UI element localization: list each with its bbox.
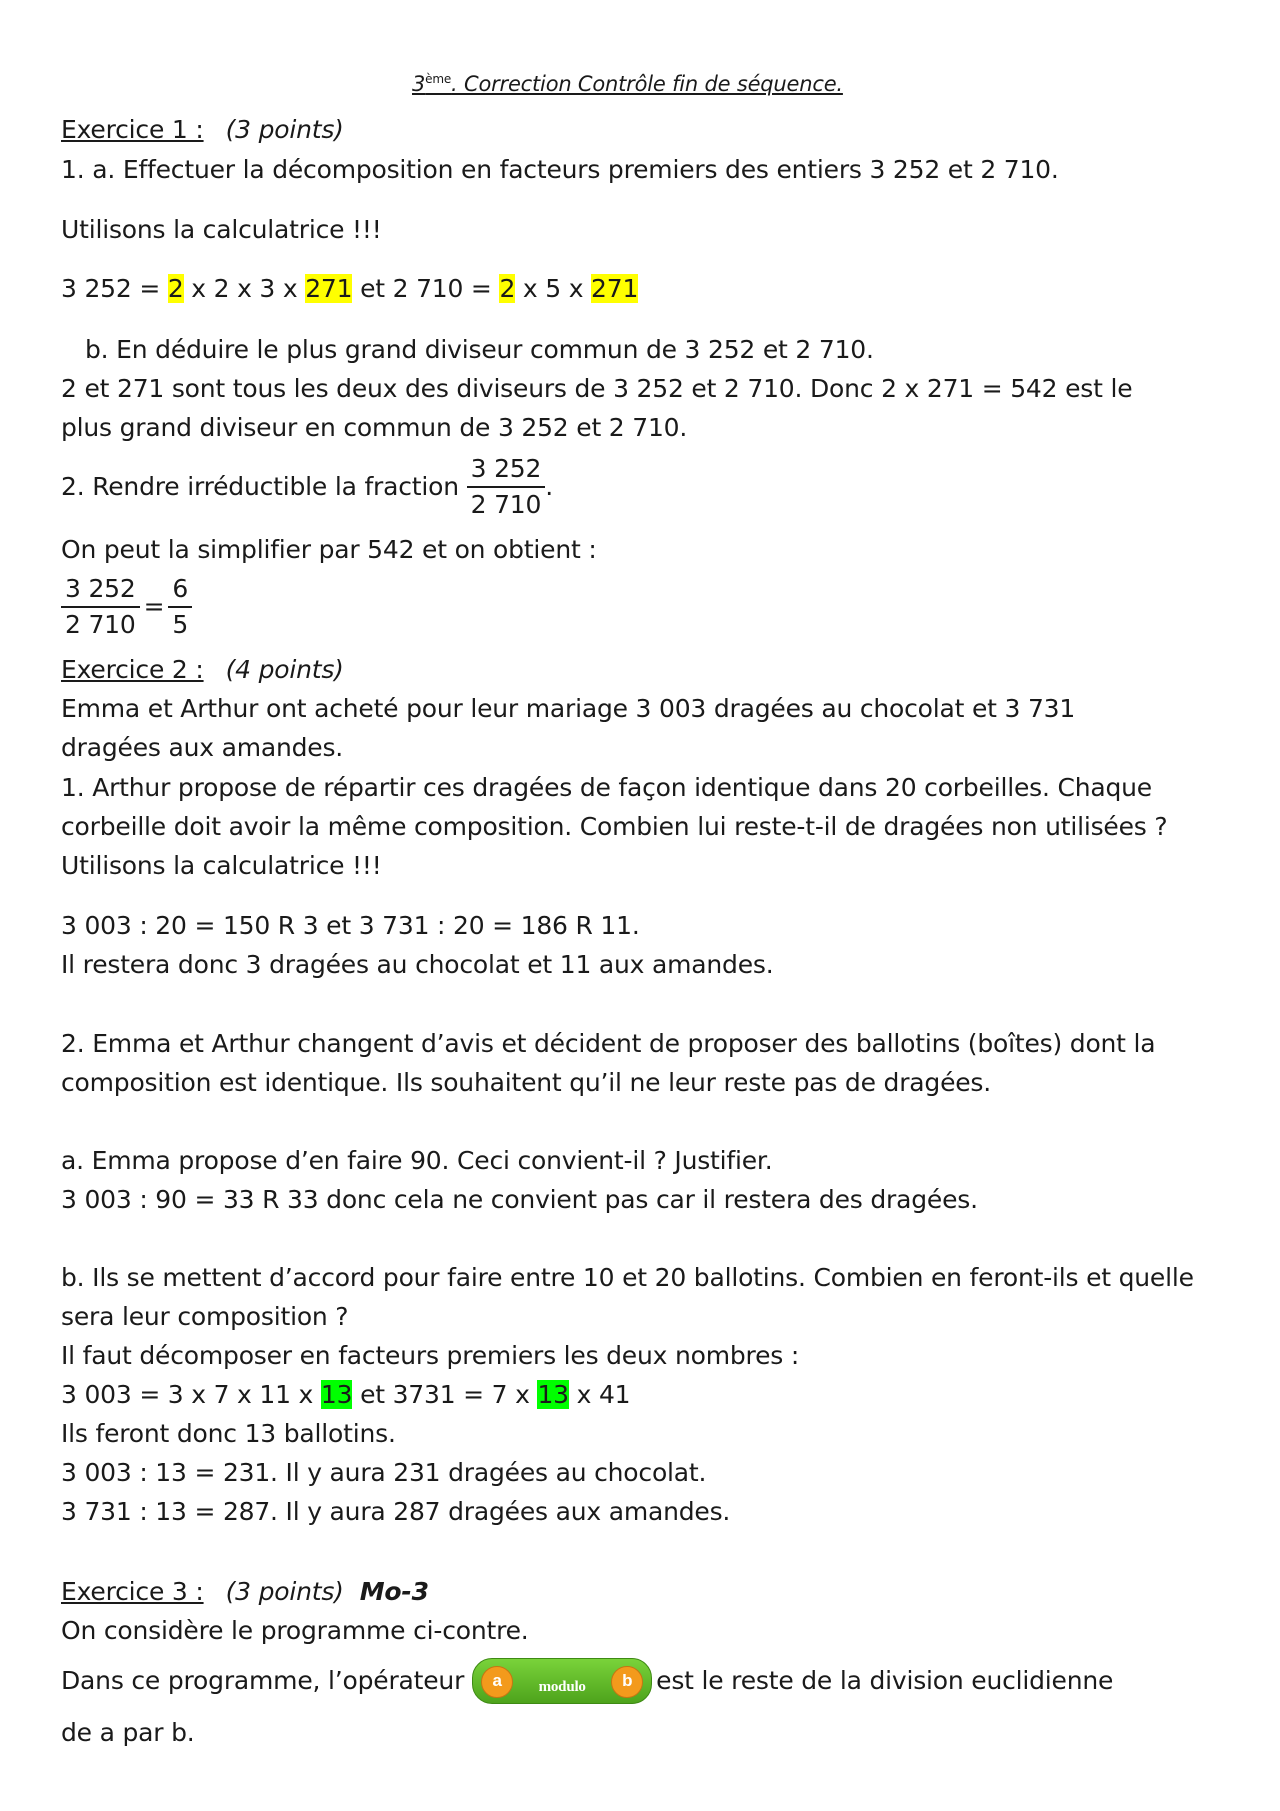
ex1-heading (61, 113, 344, 147)
ex2-line: Ils feront donc 13 ballotins. (61, 1419, 396, 1448)
ex2-heading (61, 653, 344, 687)
ex1-points: (3 points) (225, 115, 344, 144)
ex2-line: a. Emma propose d’en faire 90. Ceci convient-il ? Justifier. (61, 1146, 773, 1175)
eq-part: 3 003 = 3 x 7 x 11 x (61, 1380, 321, 1409)
eq-highlight: 271 (305, 274, 353, 303)
eq-part: x 2 x 3 x (183, 274, 306, 303)
title-text: . Correction Contrôle fin de séquence. (451, 72, 843, 96)
block-slot-b: b (611, 1666, 643, 1698)
ex1-q1b: b. En déduire le plus grand diviseur commun de 3 252 et 2 710. (85, 335, 874, 364)
fraction-numerator: 6 (168, 572, 192, 608)
ex2-equation (61, 1378, 630, 1412)
ex3-text: Dans ce programme, l’opérateur (61, 1666, 465, 1695)
ex1-q2 (61, 452, 553, 522)
eq-highlight: 2 (499, 274, 516, 303)
ex1-ans1b-line1: 2 et 271 sont tous les deux des diviseurs de 3 252 et 2 710. Donc 2 x 271 = 542 est le (61, 374, 1133, 403)
ex3-code: Mo-3 (359, 1577, 429, 1606)
block-slot-a: a (481, 1666, 513, 1698)
eq-highlight: 2 (167, 274, 184, 303)
fraction-numerator: 3 252 (467, 452, 546, 488)
ex2-line: 3 731 : 13 = 287. Il y aura 287 dragées aux amandes. (61, 1497, 731, 1526)
fraction-denominator: 5 (172, 610, 189, 639)
q2-fraction (467, 452, 546, 522)
ex2-line: sera leur composition ? (61, 1302, 349, 1331)
ex3-text: est le reste de la division euclidienne (656, 1666, 1114, 1695)
ex2-line: 3 003 : 20 = 150 R 3 et 3 731 : 20 = 186 R 11. (61, 911, 640, 940)
eq-highlight: 13 (537, 1380, 569, 1409)
result-fraction-left (61, 572, 140, 642)
ex1-calc: Utilisons la calculatrice !!! (61, 215, 382, 244)
equals-sign: = (143, 592, 165, 621)
fraction-denominator: 2 710 (470, 490, 542, 519)
ex2-line: dragées aux amandes. (61, 733, 344, 762)
result-fraction-right (168, 572, 192, 642)
eq-part: x 5 x (515, 274, 592, 303)
modulo-block-icon (472, 1658, 652, 1704)
ex2-line: Il faut décomposer en facteurs premiers les deux nombres : (61, 1341, 800, 1370)
ex1-ans2: On peut la simplifier par 542 et on obtient : (61, 535, 597, 564)
ex2-points: (4 points) (225, 655, 344, 684)
ex2-title: Exercice 2 : (61, 655, 204, 684)
ex2-line: Utilisons la calculatrice !!! (61, 851, 382, 880)
ex2-line: b. Ils se mettent d’accord pour faire entre 10 et 20 ballotins. Combien en feront-ils et quelle (61, 1263, 1194, 1292)
eq-part: x 41 (568, 1380, 631, 1409)
ex2-line: 3 003 : 90 = 33 R 33 donc cela ne convient pas car il restera des dragées. (61, 1185, 978, 1214)
eq-highlight: 13 (320, 1380, 353, 1409)
ex1-ans1b-line2: plus grand diviseur en commun de 3 252 et 2 710. (61, 413, 688, 442)
ex3-heading (61, 1575, 429, 1609)
ex2-line: composition est identique. Ils souhaitent qu’il ne leur reste pas de dragées. (61, 1068, 991, 1097)
title-level-sup: ème (425, 72, 452, 86)
block-operator-label: modulo (538, 1679, 586, 1695)
fraction-numerator: 3 252 (61, 572, 140, 608)
q2-end: . (545, 472, 553, 501)
ex3-operator-line (61, 1658, 1113, 1704)
title-level: 3 (412, 72, 426, 96)
ex1-title: Exercice 1 : (61, 115, 204, 144)
eq-part: et 3731 = 7 x (352, 1380, 538, 1409)
ex3-points: (3 points) (225, 1577, 344, 1606)
eq-part: et 2 710 = (352, 274, 500, 303)
eq-highlight: 271 (591, 274, 639, 303)
ex2-line: 1. Arthur propose de répartir ces dragées de façon identique dans 20 corbeilles. Chaque (61, 773, 1152, 802)
ex1-equation (61, 272, 638, 306)
ex2-line: Il restera donc 3 dragées au chocolat et 11 aux amandes. (61, 950, 774, 979)
ex2-line: 2. Emma et Arthur changent d’avis et décident de proposer des ballotins (boîtes) dont la (61, 1029, 1156, 1058)
q2-text: 2. Rendre irréductible la fraction (61, 472, 459, 501)
ex2-line: corbeille doit avoir la même composition. Combien lui reste-t-il de dragées non utilisées ? (61, 812, 1168, 841)
ex1-q1a: 1. a. Effectuer la décomposition en facteurs premiers des entiers 3 252 et 2 710. (61, 155, 1059, 184)
ex1-result (61, 572, 192, 642)
eq-part: 3 252 = (61, 274, 168, 303)
ex2-line: 3 003 : 13 = 231. Il y aura 231 dragées au chocolat. (61, 1458, 707, 1487)
ex3-title: Exercice 3 : (61, 1577, 204, 1606)
page-title (412, 62, 843, 101)
ex2-line: Emma et Arthur ont acheté pour leur mariage 3 003 dragées au chocolat et 3 731 (61, 694, 1076, 723)
ex3-line: On considère le programme ci-contre. (61, 1616, 529, 1645)
ex3-line: de a par b. (61, 1718, 195, 1747)
fraction-denominator: 2 710 (65, 610, 136, 639)
